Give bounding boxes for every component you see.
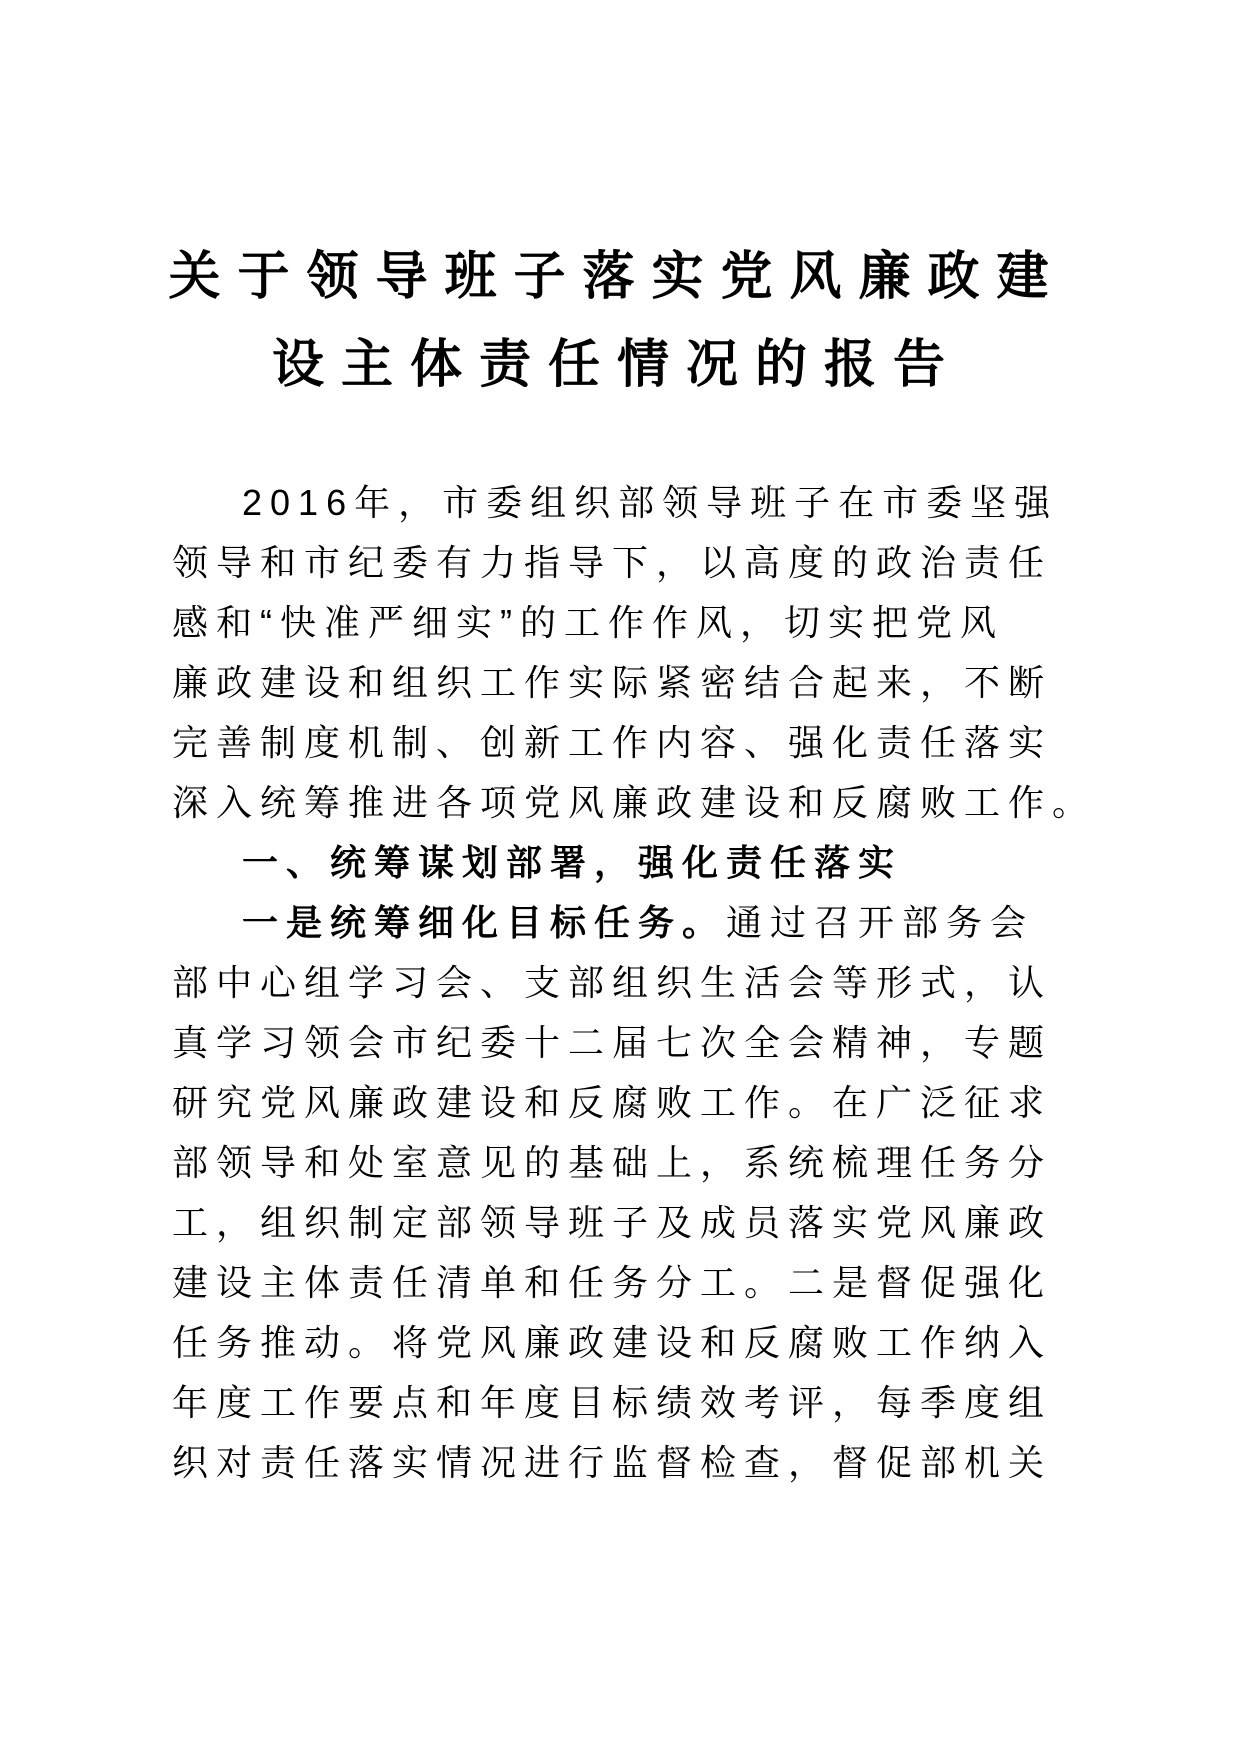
paragraph-line: 研究党风廉政建设和反腐败工作。在广泛征求 bbox=[172, 1082, 1053, 1123]
paragraph-line: 任务推动。将党风廉政建设和反腐败工作纳入 bbox=[172, 1322, 1053, 1363]
report-body bbox=[172, 473, 1122, 1493]
paragraph-text: 通过召开部务会 bbox=[726, 902, 1035, 943]
paragraph-line: 廉政建设和组织工作实际紧密结合起来，不断 bbox=[172, 662, 1053, 703]
report-title bbox=[0, 233, 1234, 409]
report-title-line-2: 设主体责任情况的报告 bbox=[271, 336, 962, 394]
paragraph-line: 领导和市纪委有力指导下，以高度的政治责任 bbox=[172, 542, 1053, 583]
paragraph-line: 织对责任落实情况进行监督检查，督促部机关 bbox=[172, 1442, 1053, 1483]
paragraph-line: 真学习领会市纪委十二届七次全会精神，专题 bbox=[172, 1022, 1053, 1063]
paragraph-line: 建设主体责任清单和任务分工。二是督促强化 bbox=[172, 1262, 1053, 1303]
section-heading: 一、统筹谋划部署，强化责任落实 bbox=[242, 842, 903, 883]
paragraph-line: 感和“快准严细实”的工作作风，切实把党风 bbox=[172, 602, 1004, 643]
paragraph-line: 工，组织制定部领导班子及成员落实党风廉政 bbox=[172, 1202, 1053, 1243]
paragraph-line: 年度工作要点和年度目标绩效考评，每季度组 bbox=[172, 1382, 1053, 1423]
paragraph-line: 深入统筹推进各项党风廉政建设和反腐败工作。 bbox=[172, 782, 1097, 823]
bold-lead-in: 一是统筹细化目标任务。 bbox=[242, 902, 727, 943]
paragraph-line: 完善制度机制、创新工作内容、强化责任落实 bbox=[172, 722, 1053, 763]
paragraph-line: 部领导和处室意见的基础上，系统梳理任务分 bbox=[172, 1142, 1053, 1183]
paragraph-line bbox=[172, 893, 1122, 953]
report-title-line-1: 关于领导班子落实党风廉政建 bbox=[168, 248, 1066, 306]
paragraph-line: 2016年，市委组织部领导班子在市委坚强 bbox=[242, 482, 1059, 523]
paragraph-line: 部中心组学习会、支部组织生活会等形式，认 bbox=[172, 962, 1053, 1003]
